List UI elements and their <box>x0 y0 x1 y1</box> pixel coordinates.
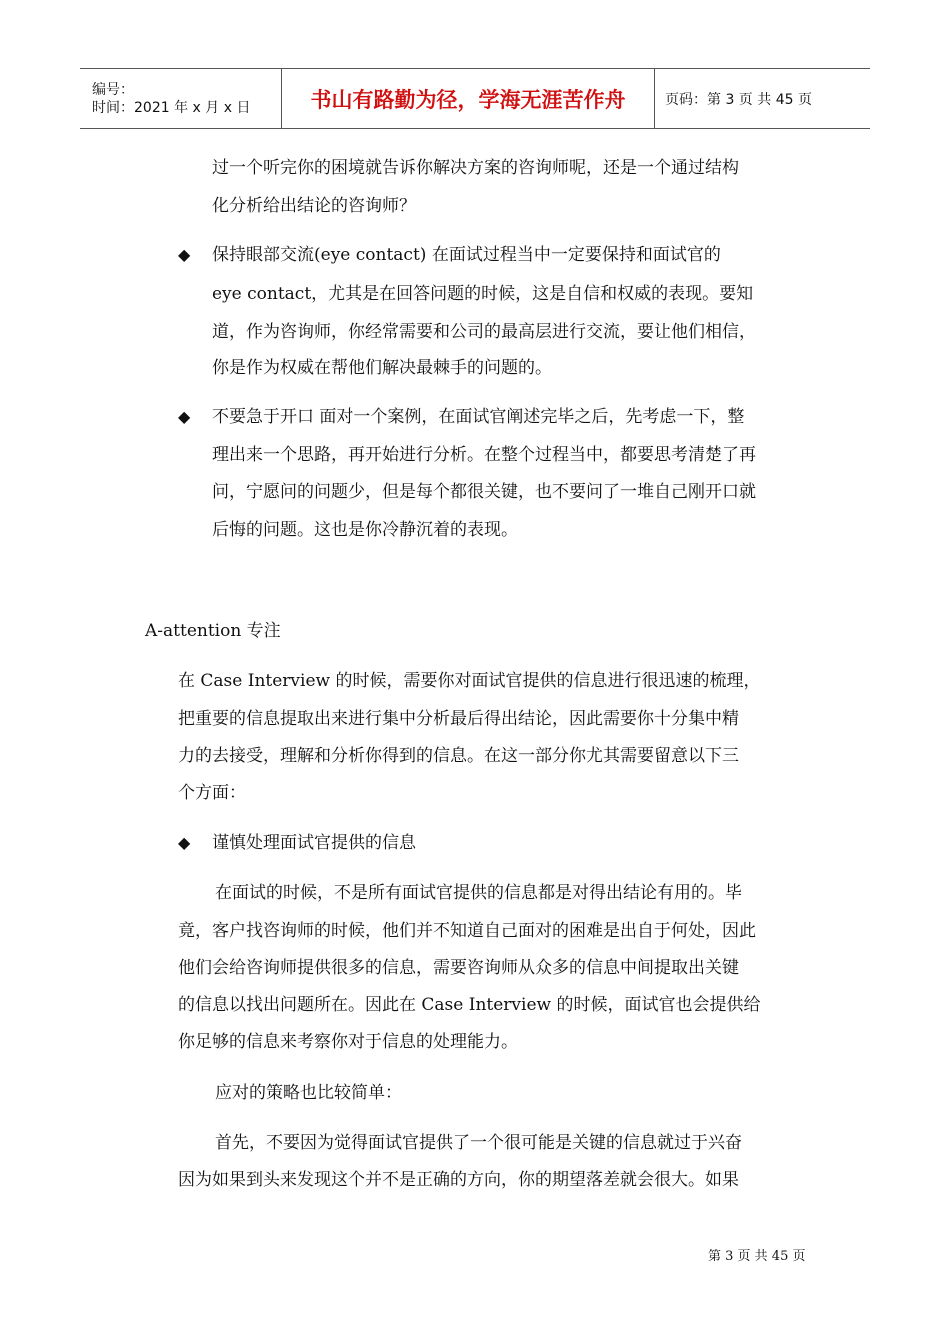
bullet-icon: ◆ <box>178 833 191 852</box>
text-line: 因为如果到头来发现这个并不是正确的方向，你的期望落差就会很大。如果 <box>178 1170 739 1190</box>
date-label: 时间：2021 年 x 月 x 日 <box>92 99 251 116</box>
subheading: 谨慎处理面试官提供的信息 <box>212 833 416 853</box>
text-line: 把重要的信息提取出来进行集中分析最后得出结论，因此需要你十分集中精 <box>178 709 739 729</box>
text-line: 的信息以找出问题所在。因此在 Case Interview 的时候，面试官也会提供给 <box>178 995 761 1015</box>
text-line: eye contact，尤其是在回答问题的时候，这是自信和权威的表现。要知 <box>212 284 754 304</box>
text-line: 化分析给出结论的咨询师？ <box>212 196 416 216</box>
page-header <box>80 68 870 129</box>
text-line: 应对的策略也比较简单： <box>215 1083 402 1103</box>
text-line: 在面试的时候，不是所有面试官提供的信息都是对得出结论有用的。毕 <box>215 883 742 903</box>
text-line: 力的去接受，理解和分析你得到的信息。在这一部分你尤其需要留意以下三 <box>178 746 739 766</box>
text-line: 不要急于开口 面对一个案例，在面试官阐述完毕之后，先考虑一下，整 <box>212 407 745 427</box>
text-line: 竟，客户找咨询师的时候，他们并不知道自己面对的困难是出自于何处，因此 <box>178 921 756 941</box>
header-motto: 书山有路勤为径，学海无涯苦作舟 <box>281 69 655 128</box>
text-line: 首先，不要因为觉得面试官提供了一个很可能是关键的信息就过于兴奋 <box>215 1133 742 1153</box>
page-footer: 第 3 页 共 45 页 <box>708 1249 806 1264</box>
text-line: 道，作为咨询师，你经常需要和公司的最高层进行交流，要让他们相信， <box>212 322 756 342</box>
text-line: 你是作为权威在帮他们解决最棘手的问题的。 <box>212 358 552 378</box>
text-line: 你足够的信息来考察你对于信息的处理能力。 <box>178 1032 518 1052</box>
text-line: 过一个听完你的困境就告诉你解决方案的咨询师呢，还是一个通过结构 <box>212 158 739 178</box>
text-line: 理出来一个思路，再开始进行分析。在整个过程当中，都要思考清楚了再 <box>212 445 756 465</box>
header-meta <box>80 69 281 128</box>
text-line: 个方面： <box>178 783 246 803</box>
section-heading: A-attention 专注 <box>145 621 281 641</box>
number-label: 编号： <box>92 81 134 98</box>
text-line: 问，宁愿问的问题少，但是每个都很关键，也不要问了一堆自己刚开口就 <box>212 482 756 502</box>
text-line: 他们会给咨询师提供很多的信息，需要咨询师从众多的信息中间提取出关键 <box>178 958 739 978</box>
text-line: 后悔的问题。这也是你冷静沉着的表现。 <box>212 520 518 540</box>
bullet-icon: ◆ <box>178 245 191 264</box>
header-page-info: 页码：第 3 页 共 45 页 <box>665 91 812 108</box>
text-line: 在 Case Interview 的时候，需要你对面试官提供的信息进行很迅速的梳理， <box>178 671 761 691</box>
text-line: 保持眼部交流(eye contact) 在面试过程当中一定要保持和面试官的 <box>212 245 721 265</box>
bullet-icon: ◆ <box>178 407 191 426</box>
